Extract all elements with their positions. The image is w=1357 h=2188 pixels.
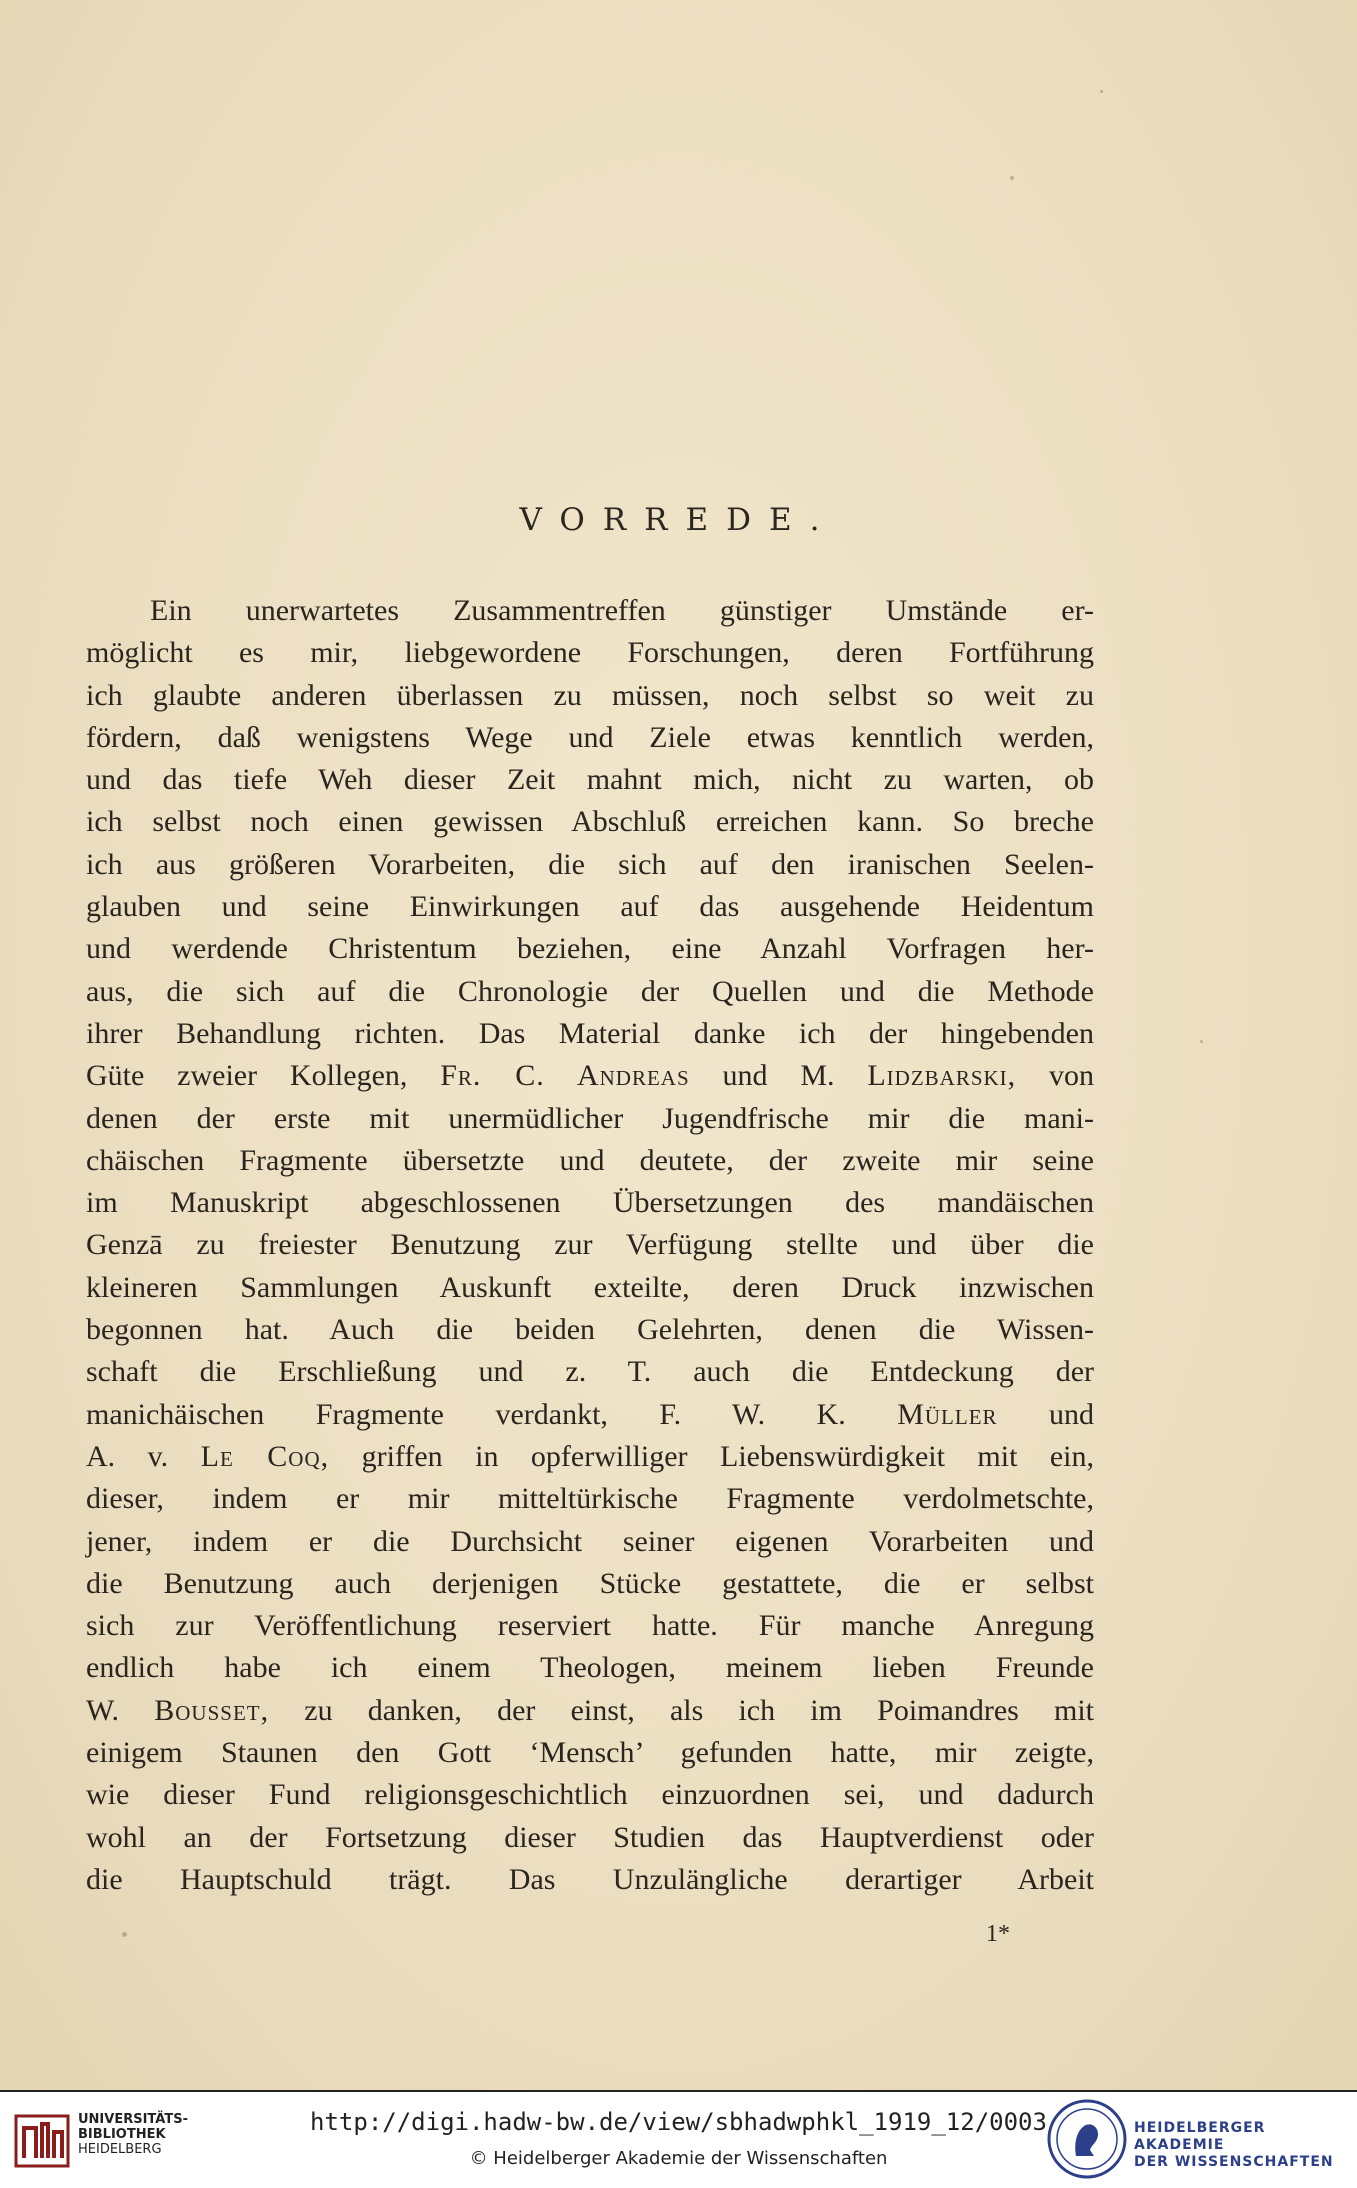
text-line: kleineren Sammlungen Auskunft exteilte, deren Druck inzwischen [86,1270,1094,1304]
text-fragment: und M. [722,1059,835,1093]
author-name: Le Coq, [200,1439,330,1473]
text-line: begonnen hat. Auch die beiden Gelehrten, denen die Wissen- [86,1313,1094,1347]
text-line: denen der erste mit unermüdlicher Jugendfrische mir die mani- [86,1101,1094,1135]
text-line: chäischen Fragmente übersetzte und deutete, der zweite mir seine [86,1143,1094,1177]
copyright-notice: © Heidelberger Akademie der Wissenschaften [469,2148,888,2169]
text-line: ich selbst noch einen gewissen Abschluß erreichen kann. So breche [86,805,1094,839]
source-url-link[interactable]: http://digi.hadw-bw.de/view/sbhadwphkl_1919_12/0003 [310,2108,1047,2136]
text-line [86,1436,1094,1478]
text-line: schaft die Erschließung und z. T. auch die Entdeckung der [86,1355,1094,1389]
library-name-line: HEIDELBERG [78,2142,162,2157]
text-line: möglicht es mir, liebgewordene Forschungen, deren Fortführung [86,636,1094,670]
text-fragment: und [1049,1397,1094,1431]
text-line [86,1055,1094,1097]
text-line: die Benutzung auch derjenigen Stücke gestattete, die er selbst [86,1566,1094,1600]
paper-speck [1100,90,1103,93]
author-name: Lidzbarski, [867,1059,1017,1093]
text-fragment: von [1049,1059,1095,1093]
text-line [86,1690,1094,1732]
paper-speck [1010,176,1014,180]
page-title: VORREDE. [519,502,838,538]
footer-bar [0,2090,1357,2188]
author-name: Bousset, [154,1693,270,1727]
page-number: 1* [986,1921,1010,1947]
academy-seal-icon[interactable] [1046,2098,1128,2180]
text-line: endlich habe ich einem Theologen, meinem lieben Freunde [86,1651,1094,1685]
text-line: die Hauptschuld trägt. Das Unzulängliche derartiger Arbeit [86,1862,1094,1896]
text-line: Ein unerwartetes Zusammentreffen günstiger Umstände er- [150,594,1094,627]
preface-text [86,590,1094,1901]
text-line: wohl an der Fortsetzung dieser Studien das Hauptverdienst oder [86,1820,1094,1854]
text-line: ich aus größeren Vorarbeiten, die sich auf den iranischen Seelen- [86,847,1094,881]
text-line: und werdende Christentum beziehen, eine Anzahl Vorfragen her- [86,932,1094,966]
text-line: glauben und seine Einwirkungen auf das ausgehende Heidentum [86,890,1094,924]
academy-name[interactable] [1134,2120,1357,2171]
text-line: ich glaubte anderen überlassen zu müssen, noch selbst so weit zu [86,678,1094,712]
text-fragment: griffen in opferwilliger Liebenswürdigkeit mit ein, [361,1439,1095,1473]
text-line: ihrer Behandlung richten. Das Material danke ich der hingebenden [86,1016,1094,1050]
text-line: Genzā zu freiester Benutzung zur Verfügung stellte und über die [86,1228,1094,1262]
academy-name-line: DER WISSENSCHAFTEN [1134,2154,1334,2170]
text-fragment: A. v. [86,1439,169,1473]
text-line: dieser, indem er mir mitteltürkische Fragmente verdolmetschte, [86,1482,1094,1516]
author-name: Fr. C. Andreas [440,1059,690,1093]
text-line [86,1394,1094,1436]
text-fragment: W. [86,1693,120,1727]
library-name-line: BIBLIOTHEK [78,2127,166,2142]
paper-speck [1200,1040,1203,1043]
paper-speck [122,1932,127,1937]
text-line: aus, die sich auf die Chronologie der Quellen und die Methode [86,974,1094,1008]
text-line: sich zur Veröffentlichung reserviert hatte. Für manche Anregung [86,1609,1094,1643]
library-name-line: UNIVERSITÄTS- [78,2112,188,2127]
academy-name-line: HEIDELBERGER AKADEMIE [1134,2120,1266,2153]
text-line: fördern, daß wenigstens Wege und Ziele etwas kenntlich werden, [86,720,1094,754]
text-line: im Manuskript abgeschlossenen Übersetzungen des mandäischen [86,1186,1094,1220]
author-name: Müller [897,1397,998,1431]
text-fragment: Güte zweier Kollegen, [86,1059,408,1093]
text-line: wie dieser Fund religionsgeschichtlich einzuordnen sei, und dadurch [86,1778,1094,1812]
text-fragment: zu danken, der einst, als ich im Poimandres mit [304,1693,1094,1727]
text-fragment: manichäischen Fragmente verdankt, F. W. K. [86,1397,846,1431]
text-line: und das tiefe Weh dieser Zeit mahnt mich, nicht zu warten, ob [86,763,1094,797]
text-line: jener, indem er die Durchsicht seiner eigenen Vorarbeiten und [86,1524,1094,1558]
text-line: einigem Staunen den Gott ‘Mensch’ gefunden hatte, mir zeigte, [86,1736,1094,1770]
